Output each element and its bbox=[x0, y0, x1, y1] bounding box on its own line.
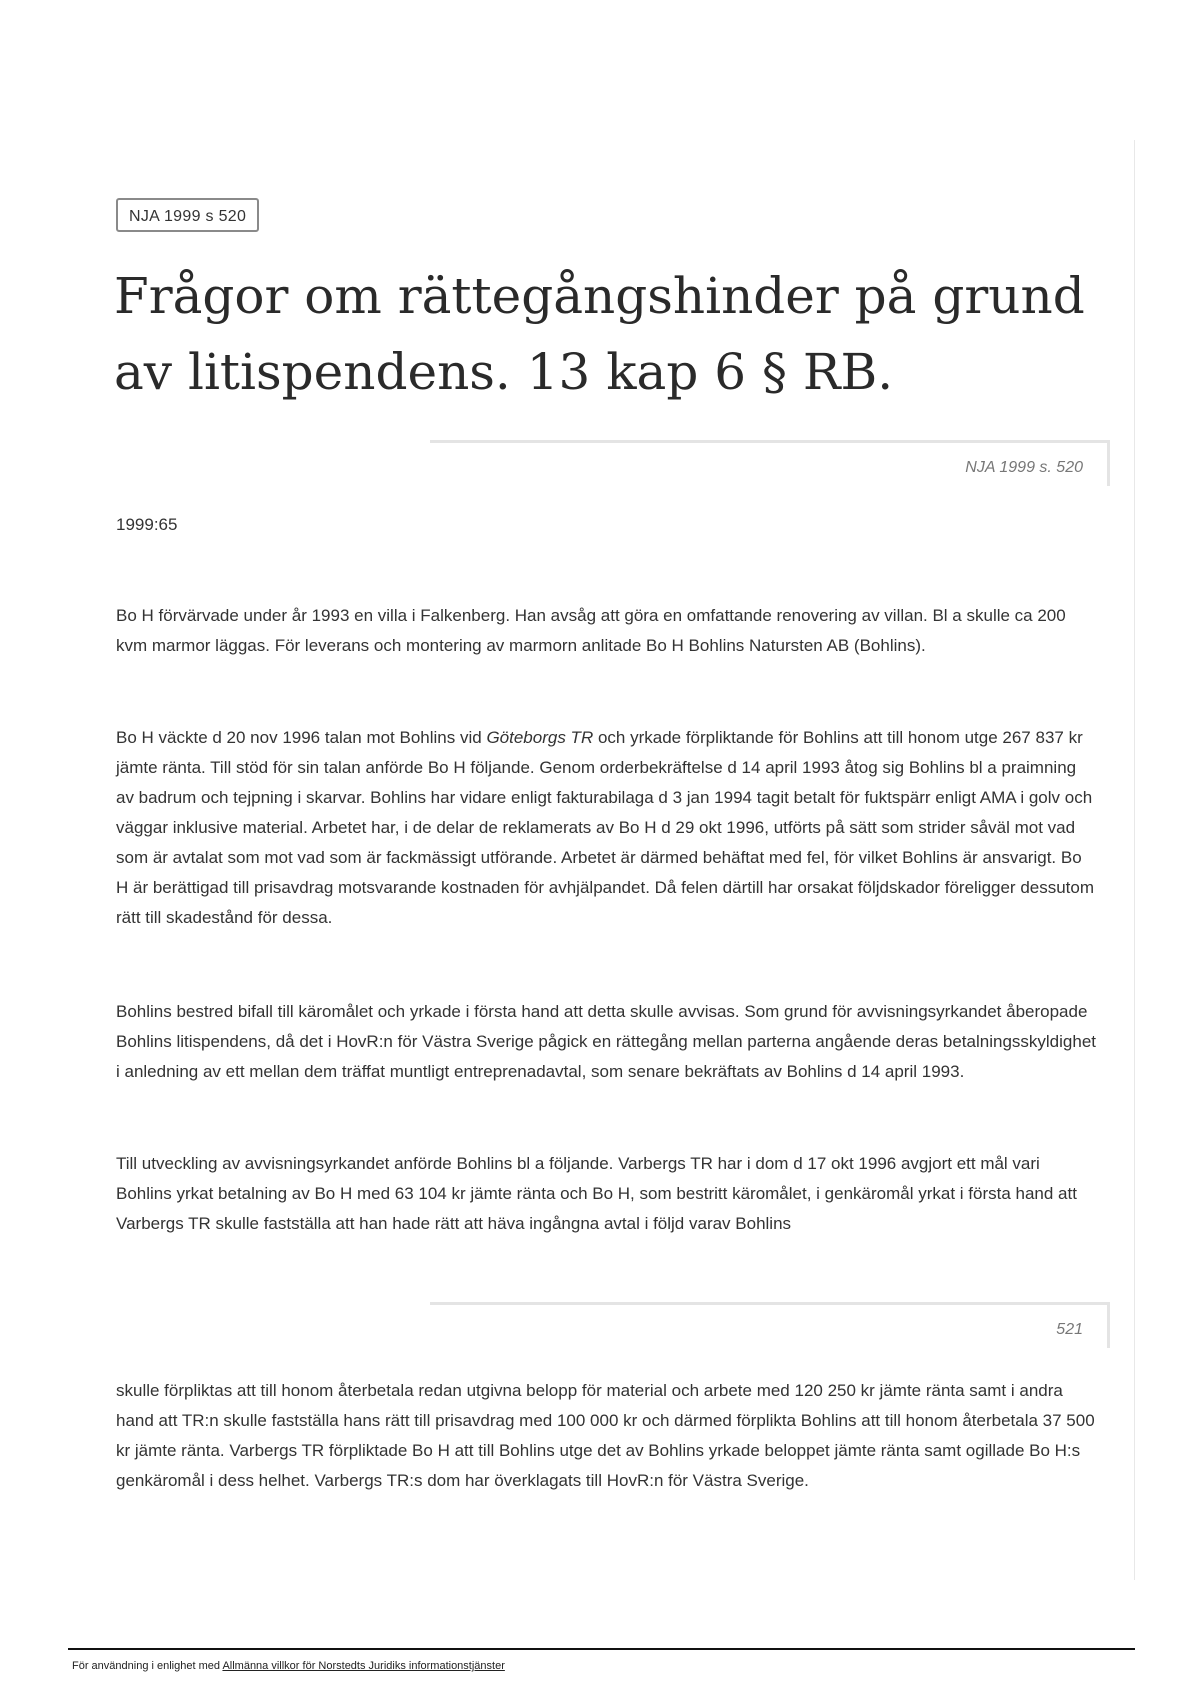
paragraph-3: Bohlins bestred bifall till käromålet och yrkade i första hand att detta skulle avvisas. Som grund för avvisningsyrkandet åberopade Bohlins litispendens, då det i HovR:n för Västra Sverige pågick en rättegång mellan parterna angående deras betalningsskyldighet i anledning av ett mellan dem träffat muntligt entreprenadavtal, som senare bekräftats av Bohlins d 14 april 1993. bbox=[116, 1002, 1096, 1081]
page-title: Frågor om rättegångshinder på grund av litispendens. 13 kap 6 § RB. bbox=[114, 267, 1085, 401]
paragraph-4: Till utveckling av avvisningsyrkandet anförde Bohlins bl a följande. Varbergs TR har i dom d 17 okt 1996 avgjort ett mål vari Bohlins yrkat betalning av Bo H med 63 104 kr jämte ränta och Bo H, som bestritt käromålet, i genkäromål yrkat i första hand att Varbergs TR skulle fastställa att han hade rätt att häva ingångna avtal i följd varav Bohlins bbox=[116, 1154, 1077, 1233]
court-name: Göteborgs TR bbox=[486, 728, 594, 747]
paragraph-2 bbox=[116, 723, 1096, 933]
reference-badge: NJA 1999 s 520 bbox=[116, 198, 259, 232]
footer bbox=[72, 1660, 505, 1672]
footer-divider bbox=[68, 1648, 1135, 1650]
paragraph-2-start: Bo H väckte d 20 nov 1996 talan mot Bohlins vid bbox=[116, 728, 482, 747]
case-number: 1999:65 bbox=[116, 515, 178, 534]
paragraph-2-rest: och yrkade förpliktande för Bohlins att till honom utge 267 837 kr jämte ränta. Till stöd för sin talan anförde Bo H följande. Genom orderbekräftelse d 14 april 1993 åtog sig Bohlins bl a praimning av badrum och tejpning i skarvar. Bohlins har vidare enligt fakturabilaga d 3 jan 1994 tagit betalt för fuktspärr enligt AMA i golv och väggar inklusive material. Arbetet har, i de delar de reklamerats av Bo H d 29 okt 1996, utförts på sätt som strider såväl mot vad som är avtalat som mot vad som är fackmässigt utförande. Arbetet är därmed behäftat med fel, för vilket Bohlins är ansvarigt. Bo H är berättigad till prisavdrag motsvarande kostnaden för avhjälpandet. Då felen därtill har orsakat följdskador föreligger dessutom rätt till skadestånd för dessa. bbox=[116, 728, 1095, 927]
page-marker-521 bbox=[430, 1302, 1110, 1348]
paragraph-1: Bo H förvärvade under år 1993 en villa i Falkenberg. Han avsåg att göra en omfattande renovering av villan. Bl a skulle ca 200 kvm marmor läggas. För leverans och montering av marmorn anlitade Bo H Bohlins Natursten AB (Bohlins). bbox=[116, 606, 1066, 655]
paragraph-5: skulle förpliktas att till honom återbetala redan utgivna belopp för material och arbete med 120 250 kr jämte ränta samt i andra hand att TR:n skulle fastställa hans rätt till prisavdrag med 100 000 kr och därmed förplikta Bohlins att till honom återbetala 37 500 kr jämte ränta. Varbergs TR förpliktade Bo H att till Bohlins utge det av Bohlins yrkade beloppet jämte ränta samt ogillade Bo H:s genkäromål i dess helhet. Varbergs TR:s dom har överklagats till HovR:n för Västra Sverige. bbox=[116, 1381, 1095, 1490]
page-edge bbox=[1134, 140, 1135, 1580]
page-marker-520 bbox=[430, 440, 1110, 486]
page-marker-label: NJA 1999 s. 520 bbox=[965, 459, 1083, 476]
terms-link[interactable]: Allmänna villkor för Norstedts Juridiks informationstjänster bbox=[222, 1660, 505, 1672]
footer-prefix: För användning i enlighet med bbox=[72, 1660, 220, 1672]
page-marker-label: 521 bbox=[1056, 1321, 1083, 1338]
